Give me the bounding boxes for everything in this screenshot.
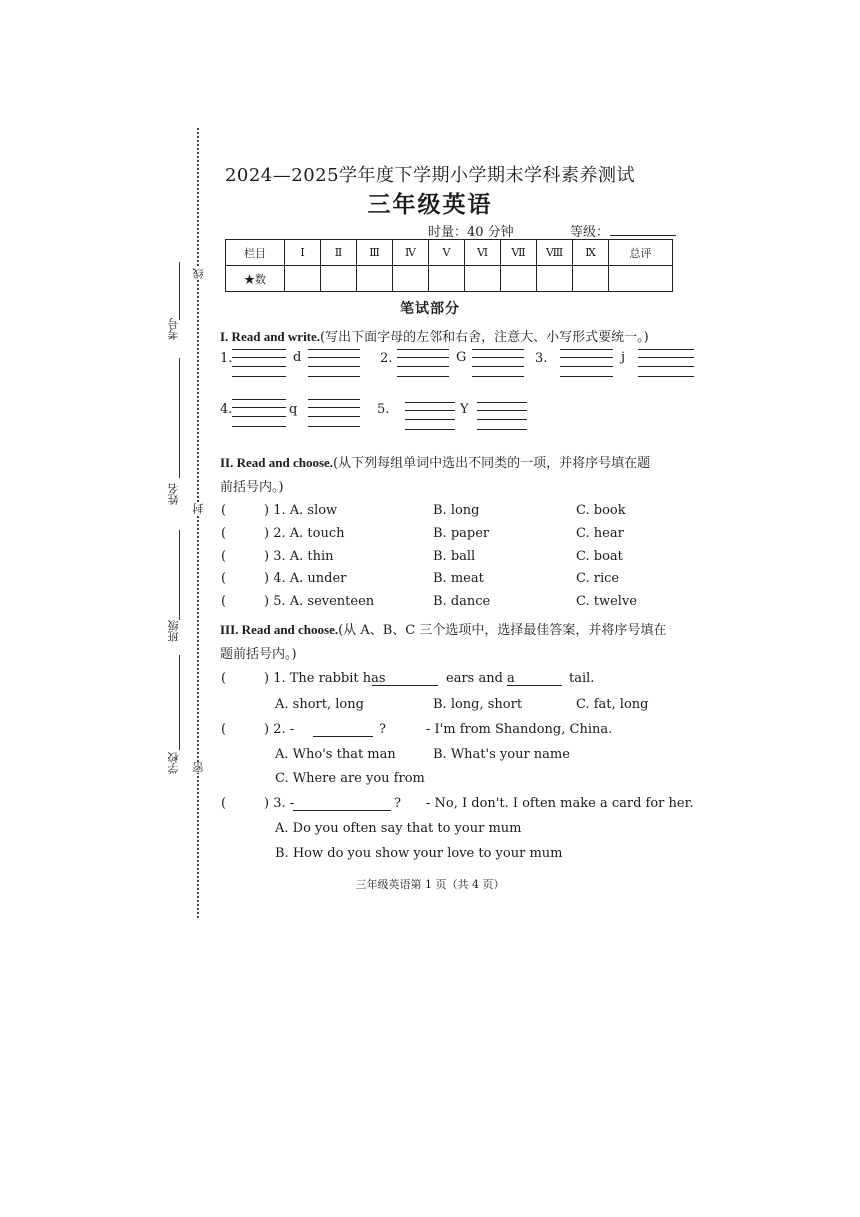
score-col-header: Ⅴ bbox=[429, 240, 465, 266]
score-cell[interactable] bbox=[393, 266, 429, 292]
section3-instruction: (从 A、B、C 三个选项中，选择最佳答案，并将序号填在 bbox=[338, 623, 667, 638]
name-field[interactable] bbox=[179, 358, 180, 478]
question-stem: ) 1. The rabbit has bbox=[264, 671, 386, 686]
question-option-b: B. paper bbox=[433, 526, 490, 541]
question-option-b: B. dance bbox=[433, 594, 491, 609]
writing-line[interactable] bbox=[397, 366, 449, 367]
score-table bbox=[225, 239, 673, 292]
score-col-header: Ⅶ bbox=[501, 240, 537, 266]
option-c: C. Where are you from bbox=[275, 771, 425, 786]
option-b: B. long, short bbox=[433, 697, 523, 712]
writing-line[interactable] bbox=[308, 426, 360, 427]
question-stem: ) 2. - bbox=[264, 722, 295, 737]
option-a: A. Do you often say that to your mum bbox=[275, 821, 522, 836]
option-b: B. How do you show your love to your mum bbox=[275, 846, 563, 861]
page-footer: 三年级英语第 1 页（共 4 页） bbox=[355, 878, 505, 891]
answer-paren[interactable]: ( bbox=[221, 796, 227, 811]
section2-instruction-cont: 前括号内。) bbox=[220, 480, 284, 495]
writing-line[interactable] bbox=[472, 376, 524, 377]
writing-line[interactable] bbox=[560, 357, 613, 358]
question-option-c: C. book bbox=[576, 503, 626, 518]
score-col-header: Ⅲ bbox=[357, 240, 393, 266]
line-mark: 线 bbox=[192, 268, 205, 279]
writing-line[interactable] bbox=[308, 349, 360, 350]
score-col-header: Ⅳ bbox=[393, 240, 429, 266]
writing-line[interactable] bbox=[560, 376, 613, 377]
score-cell[interactable] bbox=[573, 266, 609, 292]
writing-line[interactable] bbox=[397, 376, 449, 377]
writing-line[interactable] bbox=[232, 407, 286, 408]
school-label: 学校 bbox=[167, 752, 180, 774]
school-field[interactable] bbox=[179, 655, 180, 750]
section2-instruction: (从下列每组单词中选出不同类的一项，并将序号填在题 bbox=[333, 456, 651, 471]
score-table-header-row bbox=[226, 240, 673, 266]
name-label: 姓名 bbox=[167, 483, 180, 505]
writing-line[interactable] bbox=[232, 366, 286, 367]
option-b: B. What's your name bbox=[433, 747, 570, 762]
writing-line[interactable] bbox=[638, 366, 694, 367]
answer-paren[interactable]: ( bbox=[221, 722, 227, 737]
option-a: A. Who's that man bbox=[275, 747, 396, 762]
writing-line[interactable] bbox=[397, 357, 449, 358]
exam-no-label: 考号 bbox=[167, 318, 180, 340]
letter-item-number: 5. bbox=[377, 402, 390, 417]
writing-line[interactable] bbox=[477, 410, 527, 411]
fill-blank[interactable] bbox=[372, 685, 438, 686]
letter-item-number: 4. bbox=[220, 402, 233, 417]
reply-text: - I'm from Shandong, China. bbox=[426, 722, 613, 737]
section2-heading bbox=[220, 452, 650, 471]
secret-mark: 密 bbox=[192, 762, 205, 773]
question-option-a: ) 1. A. slow bbox=[264, 503, 338, 518]
writing-line[interactable] bbox=[308, 357, 360, 358]
question-stem-mid: ears and a bbox=[446, 671, 515, 686]
writing-line[interactable] bbox=[638, 357, 694, 358]
writing-line[interactable] bbox=[638, 349, 694, 350]
section3-heading bbox=[220, 619, 666, 638]
question-option-a: ) 3. A. thin bbox=[264, 549, 334, 564]
writing-line[interactable] bbox=[232, 426, 286, 427]
question-option-b: B. long bbox=[433, 503, 480, 518]
writing-line[interactable] bbox=[397, 349, 449, 350]
writing-line[interactable] bbox=[232, 376, 286, 377]
class-label: 班级 bbox=[167, 620, 180, 642]
grade-label: 等级： bbox=[570, 225, 610, 240]
section1-title: I. Read and write. bbox=[220, 329, 321, 344]
question-option-a: ) 4. A. under bbox=[264, 571, 347, 586]
section2-title: II. Read and choose. bbox=[220, 455, 334, 470]
score-cell[interactable] bbox=[465, 266, 501, 292]
score-cell[interactable] bbox=[285, 266, 321, 292]
grade-blank[interactable] bbox=[610, 235, 676, 236]
writing-line[interactable] bbox=[405, 410, 455, 411]
time-label: 时量：40 分钟 bbox=[428, 225, 514, 240]
writing-line[interactable] bbox=[308, 376, 360, 377]
answer-paren[interactable]: ( bbox=[221, 549, 227, 564]
fill-blank[interactable] bbox=[313, 736, 373, 737]
answer-paren[interactable]: ( bbox=[221, 526, 227, 541]
writing-line[interactable] bbox=[308, 399, 360, 400]
writing-line[interactable] bbox=[560, 349, 613, 350]
section3-title: III. Read and choose. bbox=[220, 622, 339, 637]
writing-line[interactable] bbox=[477, 429, 527, 430]
score-col-header: 栏目 bbox=[226, 240, 285, 266]
question-option-a: ) 2. A. touch bbox=[264, 526, 345, 541]
writing-line[interactable] bbox=[308, 416, 360, 417]
seal-mark: 封 bbox=[192, 503, 205, 514]
score-table-value-row bbox=[226, 266, 673, 292]
writing-line[interactable] bbox=[638, 376, 694, 377]
section1-heading bbox=[220, 326, 649, 345]
writing-line[interactable] bbox=[472, 357, 524, 358]
score-col-header: 总评 bbox=[609, 240, 673, 266]
letter-item-letter: Y bbox=[460, 402, 469, 417]
answer-paren[interactable]: ( bbox=[221, 503, 227, 518]
score-cell[interactable] bbox=[357, 266, 393, 292]
writing-line[interactable] bbox=[232, 357, 286, 358]
subject-title: 三年级英语 bbox=[367, 191, 493, 218]
class-field[interactable] bbox=[179, 530, 180, 620]
question-option-c: C. twelve bbox=[576, 594, 637, 609]
score-row-label: ★数 bbox=[226, 266, 285, 292]
writing-line[interactable] bbox=[477, 402, 527, 403]
score-col-header: Ⅵ bbox=[465, 240, 501, 266]
exam-title: 2024—2025学年度下学期小学期末学科素养测试 bbox=[224, 165, 636, 186]
writing-line[interactable] bbox=[560, 366, 613, 367]
score-cell[interactable] bbox=[429, 266, 465, 292]
question-option-b: B. ball bbox=[433, 549, 476, 564]
answer-paren[interactable]: ( bbox=[221, 594, 227, 609]
score-col-header: Ⅷ bbox=[537, 240, 573, 266]
fill-blank[interactable] bbox=[293, 810, 391, 811]
writing-line[interactable] bbox=[308, 366, 360, 367]
letter-item-letter: q bbox=[289, 402, 298, 417]
score-col-header: Ⅸ bbox=[573, 240, 609, 266]
writing-line[interactable] bbox=[232, 349, 286, 350]
option-c: C. fat, long bbox=[576, 697, 649, 712]
score-col-header: Ⅱ bbox=[321, 240, 357, 266]
section1-instruction: (写出下面字母的左邻和右舍，注意大、小写形式要统一。) bbox=[320, 330, 649, 345]
answer-paren[interactable]: ( bbox=[221, 671, 227, 686]
writing-line[interactable] bbox=[405, 429, 455, 430]
question-option-c: C. boat bbox=[576, 549, 623, 564]
score-cell[interactable] bbox=[609, 266, 673, 292]
writing-line[interactable] bbox=[232, 416, 286, 417]
letter-item-letter: j bbox=[621, 350, 626, 365]
question-mark: ? bbox=[379, 722, 386, 737]
score-col-header: Ⅰ bbox=[285, 240, 321, 266]
question-mark: ? bbox=[394, 796, 401, 811]
question-stem-end: tail. bbox=[569, 671, 595, 686]
writing-line[interactable] bbox=[405, 402, 455, 403]
writing-line[interactable] bbox=[472, 366, 524, 367]
score-cell[interactable] bbox=[537, 266, 573, 292]
writing-line[interactable] bbox=[232, 399, 286, 400]
score-cell[interactable] bbox=[321, 266, 357, 292]
binding-dotted-line bbox=[197, 128, 199, 918]
question-option-c: C. hear bbox=[576, 526, 624, 541]
letter-item-number: 2. bbox=[380, 351, 393, 366]
letter-item-letter: G bbox=[456, 350, 467, 365]
reply-text: - No, I don't. I often make a card for her. bbox=[426, 796, 694, 811]
letter-item-letter: d bbox=[293, 350, 302, 365]
fill-blank[interactable] bbox=[507, 685, 562, 686]
writing-line[interactable] bbox=[308, 407, 360, 408]
answer-paren[interactable]: ( bbox=[221, 571, 227, 586]
question-option-a: ) 5. A. seventeen bbox=[264, 594, 375, 609]
score-cell[interactable] bbox=[501, 266, 537, 292]
option-a: A. short, long bbox=[275, 697, 364, 712]
writing-line[interactable] bbox=[405, 419, 455, 420]
writing-line[interactable] bbox=[472, 349, 524, 350]
question-option-b: B. meat bbox=[433, 571, 484, 586]
writing-line[interactable] bbox=[477, 419, 527, 420]
section3-instruction-cont: 题前括号内。) bbox=[220, 647, 297, 662]
letter-item-number: 1. bbox=[220, 351, 233, 366]
letter-item-number: 3. bbox=[535, 351, 548, 366]
written-part-heading: 笔试部分 bbox=[400, 301, 460, 317]
question-option-c: C. rice bbox=[576, 571, 620, 586]
question-stem: ) 3. - bbox=[264, 796, 295, 811]
